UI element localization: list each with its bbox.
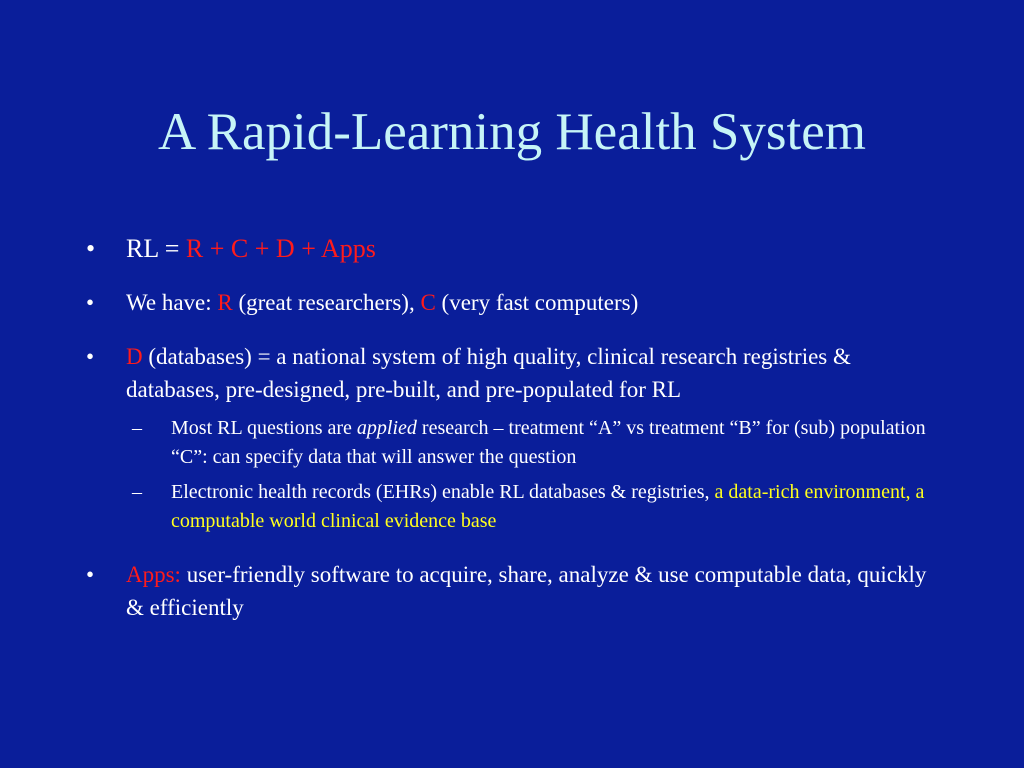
rl-questions-before: Most RL questions are xyxy=(171,417,357,439)
apps-label: Apps: xyxy=(126,562,181,587)
ehrs-highlight: a data-rich environment, a computable world clinical evidence base xyxy=(171,481,925,532)
bullet-list xyxy=(86,230,946,624)
slide-title: A Rapid-Learning Health System xyxy=(158,103,866,161)
rl-prefix: RL = xyxy=(126,234,186,263)
bullet-we-have xyxy=(86,286,946,320)
c-description: (very fast computers) xyxy=(435,290,639,315)
letter-r: R xyxy=(217,290,233,315)
r-description: (great researchers), xyxy=(232,290,421,315)
rl-questions-after: research – treatment “A” vs treatment “B” for (sub) population “C”: can specify data that will answer the question xyxy=(171,417,926,468)
ehrs-before: Electronic health records (EHRs) enable RL databases & registries, xyxy=(171,481,715,503)
sub-bullet-dash: – xyxy=(132,481,142,503)
bullet-databases xyxy=(86,340,946,406)
bullet-dot: • xyxy=(86,562,95,587)
rl-formula: R + C + D + Apps xyxy=(185,234,376,263)
sub-bullet-rl-questions xyxy=(86,414,946,472)
sub-bullet-dash: – xyxy=(132,417,142,439)
applied-word: applied xyxy=(356,417,417,439)
databases-text: (databases) = a national system of high quality, clinical research registries & databases, pre-designed, pre-built, and pre-populated for RL xyxy=(126,344,851,402)
sub-bullet-ehrs xyxy=(86,478,946,536)
bullet-dot: • xyxy=(86,234,96,263)
bullet-rl-formula xyxy=(86,230,946,268)
letter-d: D xyxy=(126,344,143,369)
bullet-apps xyxy=(86,558,946,624)
letter-c: C xyxy=(420,290,436,315)
apps-text: user-friendly software to acquire, share, analyze & use computable data, quickly & efficiently xyxy=(126,562,927,620)
we-have-prefix: We have: xyxy=(126,290,218,315)
bullet-dot: • xyxy=(86,344,95,369)
bullet-dot: • xyxy=(86,290,95,315)
